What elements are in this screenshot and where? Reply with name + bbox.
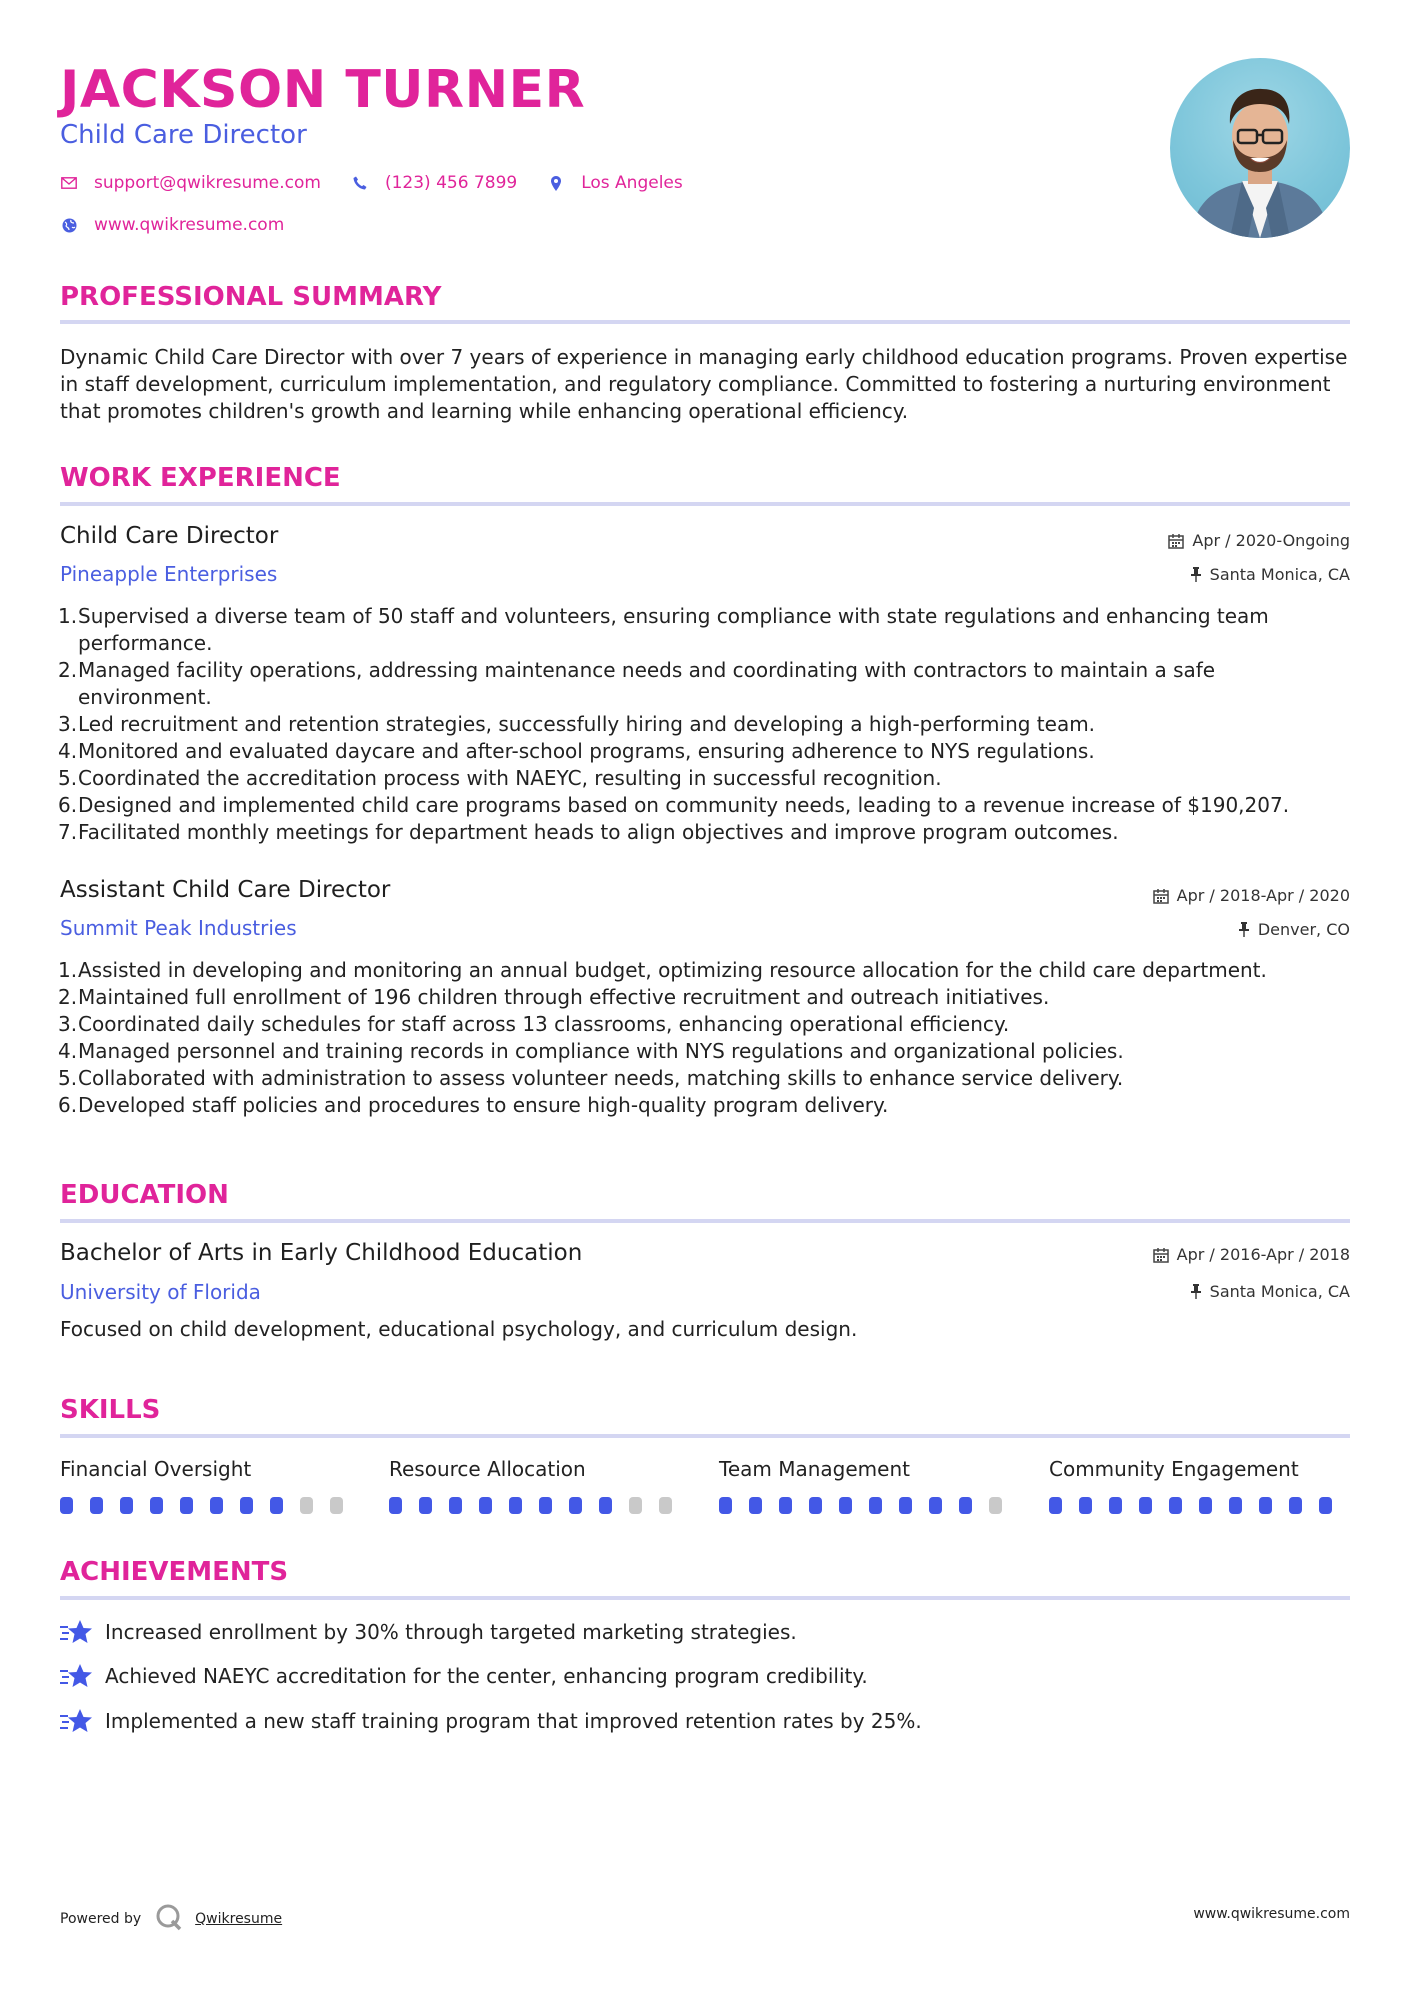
rating-dot-filled xyxy=(809,1497,822,1514)
job-location xyxy=(1190,565,1350,584)
job-dates xyxy=(1168,531,1350,550)
qwikresume-logo-icon xyxy=(155,1903,183,1935)
achievements-heading: ACHIEVEMENTS xyxy=(60,1557,289,1587)
list-item: Maintained full enrollment of 196 children through effective recruitment and outreach initiatives. xyxy=(78,985,1050,1009)
achievement-text: Increased enrollment by 30% through targeted marketing strategies. xyxy=(105,1620,797,1644)
education-location xyxy=(1190,1282,1350,1301)
rating-dot-filled xyxy=(90,1497,103,1514)
rating-dot-filled xyxy=(60,1497,73,1514)
achievement-item xyxy=(60,1663,868,1689)
rating-dot-filled xyxy=(929,1497,942,1514)
job-dates-text: Apr / 2018-Apr / 2020 xyxy=(1176,886,1350,905)
resume-page xyxy=(60,0,1350,1990)
phone-text: (123) 456 7899 xyxy=(384,173,518,193)
rating-dot-empty xyxy=(659,1497,672,1514)
education-location-text: Santa Monica, CA xyxy=(1209,1282,1350,1301)
email-text: support@qwikresume.com xyxy=(94,173,321,193)
pin-icon xyxy=(1190,567,1202,582)
list-item: Facilitated monthly meetings for department heads to align objectives and improve program outcomes. xyxy=(78,820,1119,844)
website-text: www.qwikresume.com xyxy=(94,215,285,235)
achievement-item xyxy=(60,1619,797,1645)
rating-dot-filled xyxy=(539,1497,552,1514)
list-item: Supervised a diverse team of 50 staff and volunteers, ensuring compliance with state regulations and enhancing team performance. xyxy=(78,604,1269,655)
location-contact xyxy=(547,173,683,193)
candidate-title: Child Care Director xyxy=(60,120,307,150)
contact-row xyxy=(60,173,713,193)
envelope-icon xyxy=(60,174,78,192)
job-bullets xyxy=(60,603,1350,846)
achievement-text: Achieved NAEYC accreditation for the center, enhancing program credibility. xyxy=(105,1664,868,1688)
rating-dot-filled xyxy=(270,1497,283,1514)
rating-dot-empty xyxy=(629,1497,642,1514)
rating-dot-empty xyxy=(300,1497,313,1514)
rating-dot-filled xyxy=(479,1497,492,1514)
rating-dot-filled xyxy=(449,1497,462,1514)
profile-photo xyxy=(1170,58,1350,238)
experience-heading: WORK EXPERIENCE xyxy=(60,463,341,493)
rating-dot-filled xyxy=(959,1497,972,1514)
skill-rating xyxy=(389,1497,689,1514)
rating-dot-filled xyxy=(719,1497,732,1514)
rating-dot-filled xyxy=(150,1497,163,1514)
job-location-text: Denver, CO xyxy=(1257,920,1350,939)
skill-rating xyxy=(719,1497,1019,1514)
achievement-text: Implemented a new staff training program that improved retention rates by 25%. xyxy=(105,1709,922,1733)
map-pin-icon xyxy=(547,174,565,192)
education-heading: EDUCATION xyxy=(60,1180,229,1210)
skill-name: Team Management xyxy=(719,1457,910,1481)
phone-contact[interactable] xyxy=(351,173,517,193)
skill-rating xyxy=(60,1497,360,1514)
list-item: Coordinated the accreditation process with NAEYC, resulting in successful recognition. xyxy=(78,766,942,790)
rating-dot-filled xyxy=(1049,1497,1062,1514)
rating-dot-filled xyxy=(779,1497,792,1514)
list-item: Managed personnel and training records in compliance with NYS regulations and organizational policies. xyxy=(78,1039,1124,1063)
list-item: Managed facility operations, addressing maintenance needs and coordinating with contractors to maintain a safe environment. xyxy=(78,658,1216,709)
job-title: Child Care Director xyxy=(60,523,279,549)
job-company: Pineapple Enterprises xyxy=(60,562,278,586)
calendar-icon xyxy=(1168,533,1184,549)
job-bullets xyxy=(60,957,1350,1119)
calendar-icon xyxy=(1153,888,1169,904)
degree-title: Bachelor of Arts in Early Childhood Education xyxy=(60,1240,583,1266)
section-divider xyxy=(60,1596,1350,1600)
summary-text: Dynamic Child Care Director with over 7 years of experience in managing early childhood education programs. Proven expertise in staff development, curriculum implementation, and regulatory compliance. Committed to fostering a nurturing environment that promotes children's growth and learning while enhancing operational efficiency. xyxy=(60,345,1348,423)
rating-dot-filled xyxy=(1289,1497,1302,1514)
calendar-icon xyxy=(1153,1247,1169,1263)
rating-dot-filled xyxy=(1229,1497,1242,1514)
skill-name: Financial Oversight xyxy=(60,1457,252,1481)
education-dates xyxy=(1153,1245,1350,1264)
skill-item xyxy=(719,1457,1019,1514)
star-icon xyxy=(60,1619,92,1645)
skill-name: Resource Allocation xyxy=(389,1457,586,1481)
globe-icon xyxy=(60,216,78,234)
rating-dot-filled xyxy=(210,1497,223,1514)
powered-by-label: Powered by xyxy=(60,1911,142,1927)
list-item: Developed staff policies and procedures to ensure high-quality program delivery. xyxy=(78,1093,889,1117)
job-location-text: Santa Monica, CA xyxy=(1209,565,1350,584)
job-company: Summit Peak Industries xyxy=(60,916,297,940)
rating-dot-filled xyxy=(1109,1497,1122,1514)
rating-dot-empty xyxy=(989,1497,1002,1514)
rating-dot-filled xyxy=(1319,1497,1332,1514)
rating-dot-filled xyxy=(180,1497,193,1514)
skill-item xyxy=(1049,1457,1349,1514)
star-icon xyxy=(60,1708,92,1734)
rating-dot-filled xyxy=(509,1497,522,1514)
list-item: Collaborated with administration to assess volunteer needs, matching skills to enhance service delivery. xyxy=(78,1066,1124,1090)
rating-dot-filled xyxy=(839,1497,852,1514)
email-contact[interactable] xyxy=(60,173,321,193)
section-divider xyxy=(60,1219,1350,1223)
rating-dot-filled xyxy=(1079,1497,1092,1514)
section-divider xyxy=(60,320,1350,324)
pin-icon xyxy=(1190,1284,1202,1299)
list-item: Coordinated daily schedules for staff across 13 classrooms, enhancing operational efficiency. xyxy=(78,1012,1010,1036)
website-contact[interactable] xyxy=(60,215,284,235)
rating-dot-filled xyxy=(599,1497,612,1514)
rating-dot-filled xyxy=(419,1497,432,1514)
rating-dot-filled xyxy=(1259,1497,1272,1514)
list-item: Monitored and evaluated daycare and after-school programs, ensuring adherence to NYS regulations. xyxy=(78,739,1095,763)
skill-item xyxy=(389,1457,689,1514)
rating-dot-filled xyxy=(120,1497,133,1514)
footer-website[interactable]: www.qwikresume.com xyxy=(1193,1906,1350,1922)
rating-dot-filled xyxy=(240,1497,253,1514)
education-dates-text: Apr / 2016-Apr / 2018 xyxy=(1176,1245,1350,1264)
rating-dot-empty xyxy=(330,1497,343,1514)
rating-dot-filled xyxy=(749,1497,762,1514)
rating-dot-filled xyxy=(1199,1497,1212,1514)
rating-dot-filled xyxy=(869,1497,882,1514)
rating-dot-filled xyxy=(899,1497,912,1514)
rating-dot-filled xyxy=(1139,1497,1152,1514)
section-divider xyxy=(60,1434,1350,1438)
qwikresume-link[interactable]: Qwikresume xyxy=(195,1911,283,1927)
star-icon xyxy=(60,1663,92,1689)
achievement-item xyxy=(60,1708,922,1734)
rating-dot-filled xyxy=(389,1497,402,1514)
list-item: Designed and implemented child care programs based on community needs, leading to a revenue increase of $190,207. xyxy=(78,793,1290,817)
footer-powered-by xyxy=(60,1903,282,1935)
candidate-name: JACKSON TURNER xyxy=(60,60,586,120)
list-item: Assisted in developing and monitoring an annual budget, optimizing resource allocation for the child care department. xyxy=(78,958,1267,982)
job-title: Assistant Child Care Director xyxy=(60,877,391,903)
list-item: Led recruitment and retention strategies, successfully hiring and developing a high-performing team. xyxy=(78,712,1096,736)
skill-name: Community Engagement xyxy=(1049,1457,1299,1481)
summary-heading: PROFESSIONAL SUMMARY xyxy=(60,282,442,312)
phone-icon xyxy=(351,174,369,192)
job-dates xyxy=(1153,886,1350,905)
skill-item xyxy=(60,1457,360,1514)
skill-rating xyxy=(1049,1497,1349,1514)
education-description: Focused on child development, educational psychology, and curriculum design. xyxy=(60,1317,858,1341)
website-row xyxy=(60,215,314,235)
skills-heading: SKILLS xyxy=(60,1395,161,1425)
section-divider xyxy=(60,502,1350,506)
job-location xyxy=(1238,920,1350,939)
location-text: Los Angeles xyxy=(581,173,683,193)
rating-dot-filled xyxy=(1169,1497,1182,1514)
rating-dot-filled xyxy=(569,1497,582,1514)
pin-icon xyxy=(1238,922,1250,937)
job-dates-text: Apr / 2020-Ongoing xyxy=(1192,531,1350,550)
school-name: University of Florida xyxy=(60,1280,261,1304)
